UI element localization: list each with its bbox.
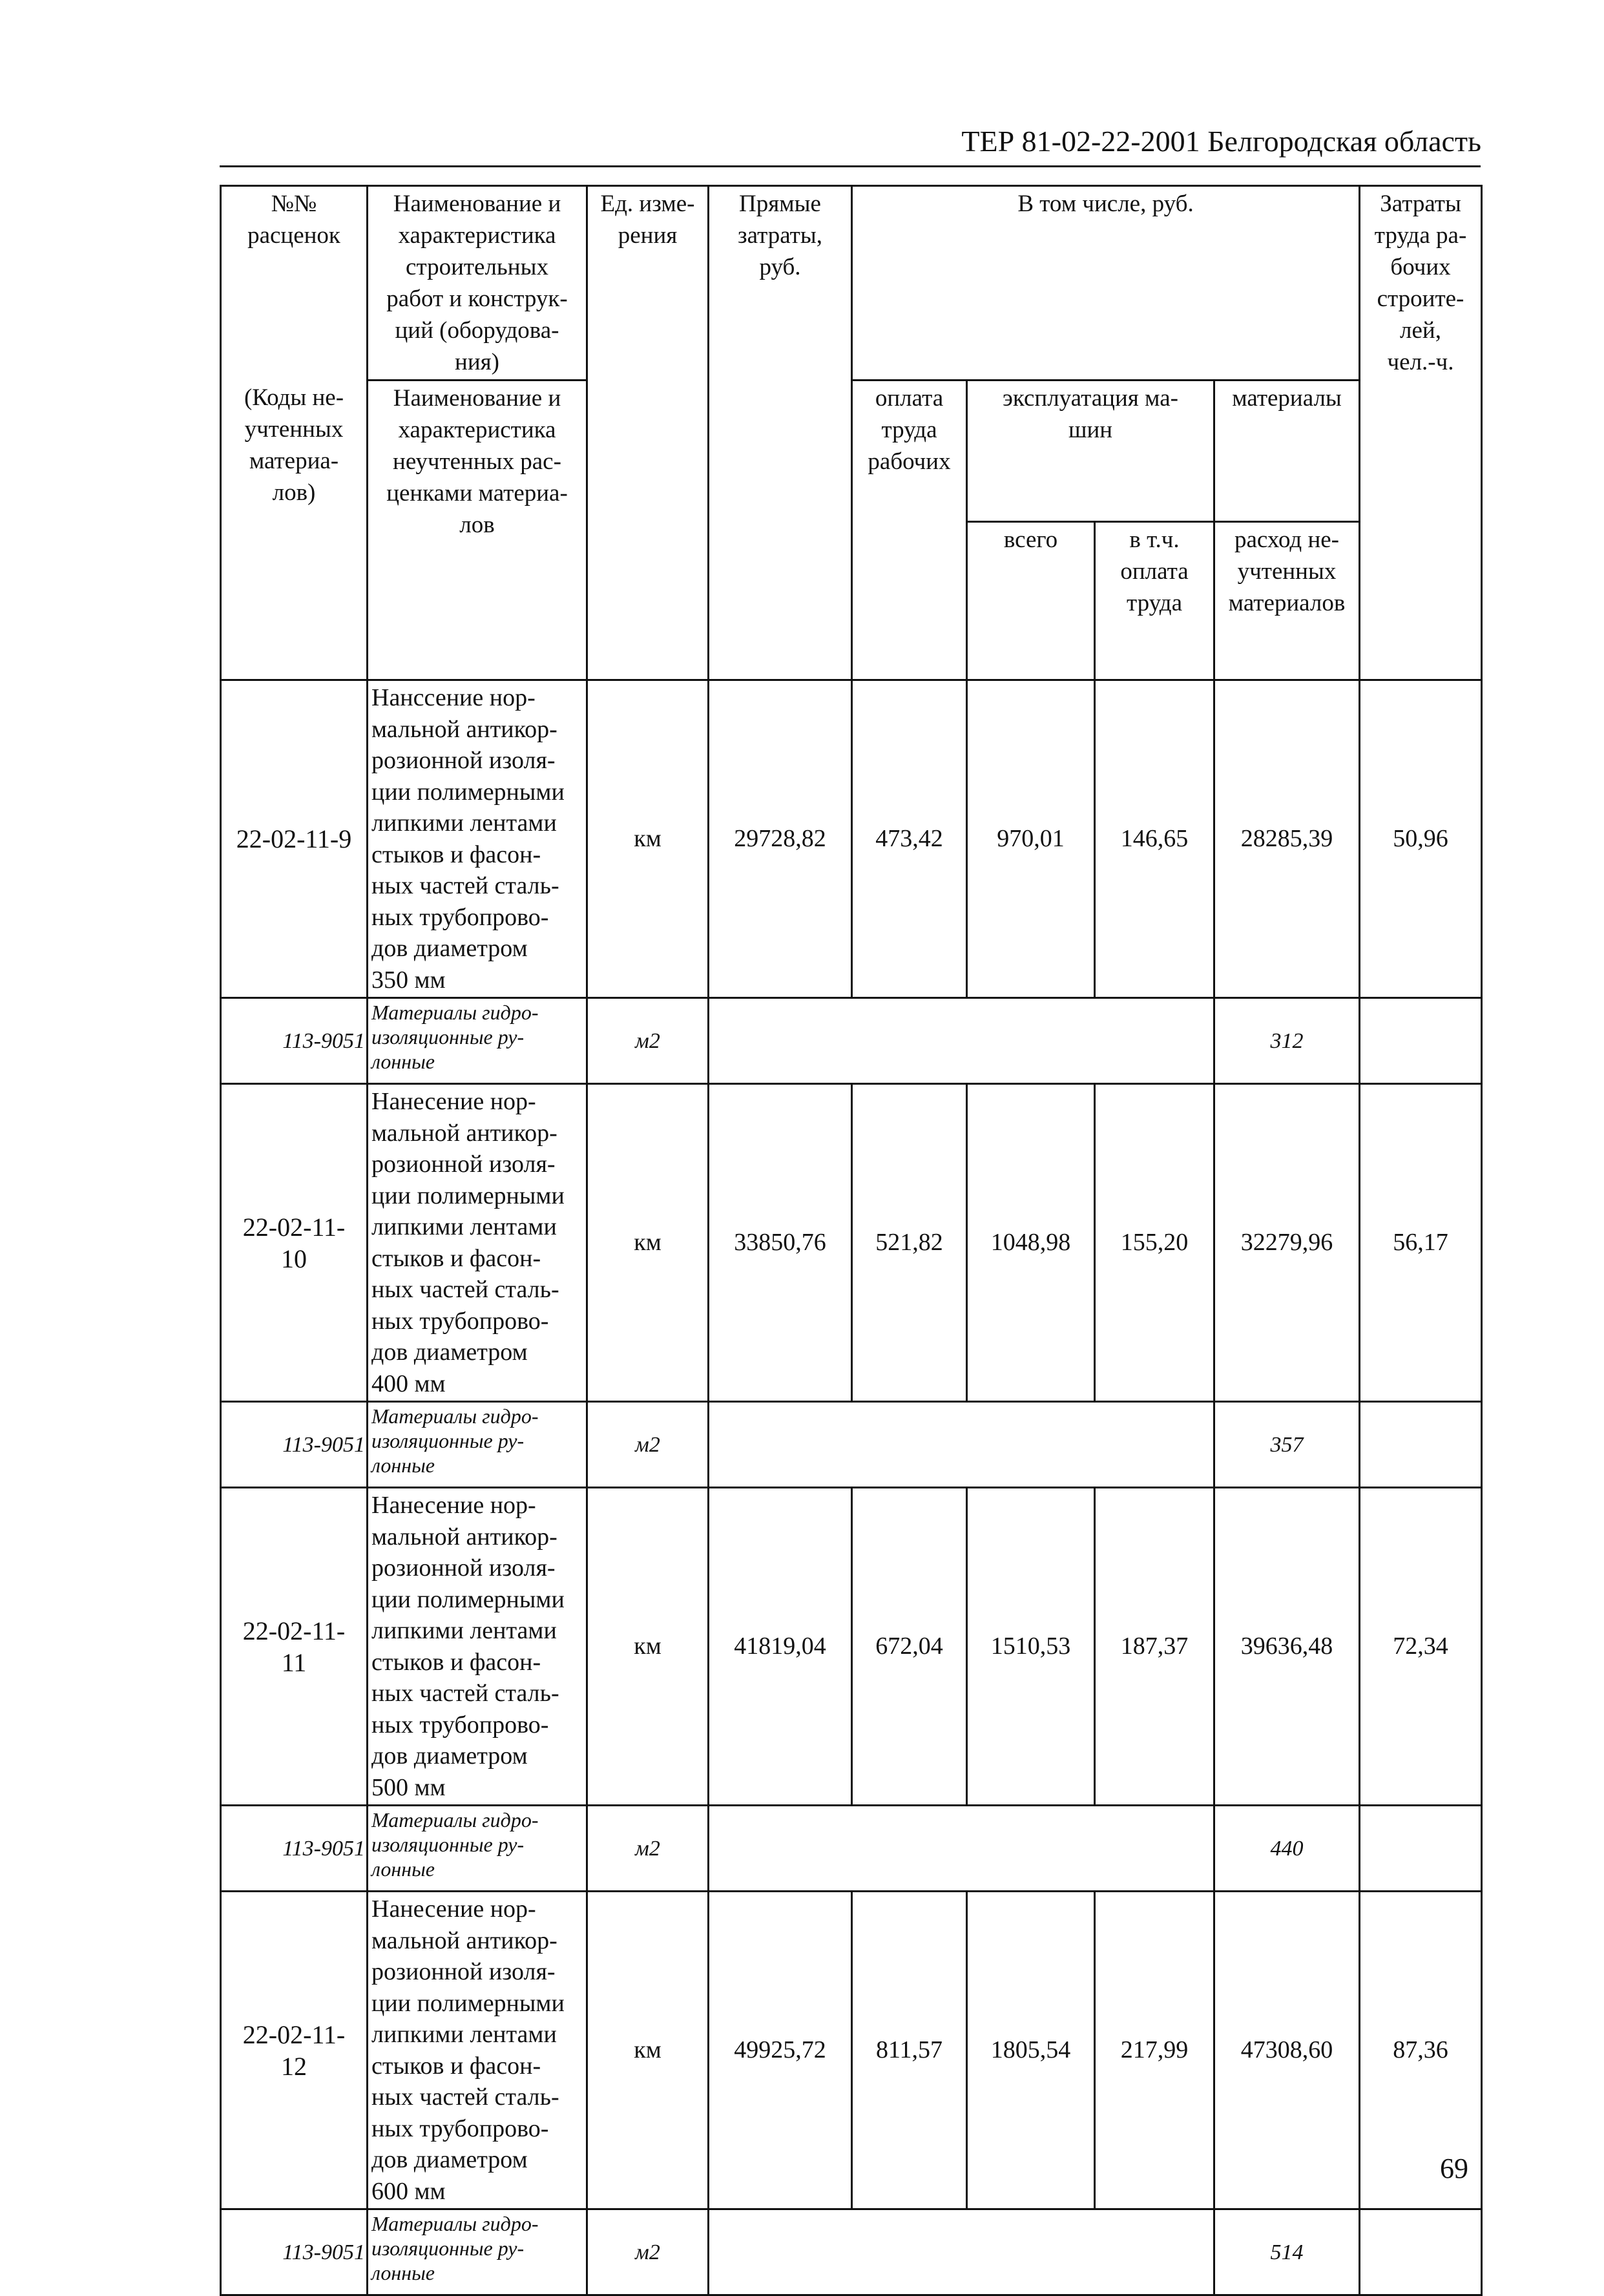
header-code (221, 186, 368, 381)
header-wages (852, 381, 967, 680)
material-consumption: 440 (1214, 1806, 1360, 1892)
material-code: 113-9051 (221, 998, 368, 1084)
header-codes-unaccounted-label: (Коды не- учтенных материа- лов) (244, 384, 344, 506)
rate-labor: 87,36 (1360, 1892, 1482, 2209)
rate-machines-wages: 217,99 (1095, 1892, 1214, 2209)
material-empty-span (709, 998, 1214, 1084)
header-including-label: В том числе, руб. (1017, 191, 1194, 217)
header-row-1 (221, 186, 1482, 381)
header-name (368, 186, 587, 381)
rate-code: 22-02-11- 11 (221, 1488, 368, 1806)
header-unaccounted-consumption-label: расход не- учтенных материалов (1228, 527, 1346, 616)
header-machines (967, 381, 1214, 522)
header-name-label: Наименование и характеристика строительных работ и конструк- ций (оборудова- ния) (386, 191, 568, 375)
rate-machines-total: 1048,98 (967, 1084, 1095, 1402)
header-unit (587, 186, 709, 680)
rate-unit: км (587, 680, 709, 998)
rate-labor: 56,17 (1360, 1084, 1482, 1402)
rate-materials: 28285,39 (1214, 680, 1360, 998)
rate-unit: км (587, 1892, 709, 2209)
material-empty-span (709, 1806, 1214, 1892)
table-row (221, 1084, 1482, 1402)
rate-code: 22-02-11-9 (221, 680, 368, 998)
rate-code: 22-02-11- 12 (221, 1892, 368, 2209)
material-labor-empty (1360, 1806, 1482, 1892)
material-name: Материалы гидро- изоляционные ру- лонные (368, 2209, 587, 2295)
material-consumption: 357 (1214, 1402, 1360, 1488)
page-header-title: ТЕР 81-02-22-2001 Белгородская область (961, 125, 1481, 158)
rate-machines-wages: 187,37 (1095, 1488, 1214, 1806)
header-machines-total (967, 522, 1095, 680)
header-name-unaccounted-label: Наименование и характеристика неучтенных рас- ценками материа- лов (386, 385, 568, 538)
material-row (221, 1806, 1482, 1892)
rate-labor: 72,34 (1360, 1488, 1482, 1806)
header-materials (1214, 381, 1360, 522)
material-unit: м2 (587, 2209, 709, 2295)
rate-direct-costs: 49925,72 (709, 1892, 852, 2209)
material-name: Материалы гидро- изоляционные ру- лонные (368, 998, 587, 1084)
table-body (221, 186, 1482, 2295)
rate-machines-wages: 155,20 (1095, 1084, 1214, 1402)
table-row (221, 1488, 1482, 1806)
rate-direct-costs: 33850,76 (709, 1084, 852, 1402)
rate-materials: 39636,48 (1214, 1488, 1360, 1806)
material-unit: м2 (587, 1806, 709, 1892)
rate-direct-costs: 41819,04 (709, 1488, 852, 1806)
rate-machines-total: 1805,54 (967, 1892, 1095, 2209)
rate-name: Нанесение нор- мальной антикор- розионной изоля- ции полимерными липкими лентами стыков и фасон- ных частей сталь- ных трубопрово- дов диаметром 400 мм (368, 1084, 587, 1402)
header-code-label: №№ расценок (247, 191, 340, 249)
header-codes-unaccounted (221, 381, 368, 680)
rates-table (220, 185, 1483, 2296)
material-consumption: 514 (1214, 2209, 1360, 2295)
rate-code: 22-02-11- 10 (221, 1084, 368, 1402)
rate-materials: 47308,60 (1214, 1892, 1360, 2209)
material-empty-span (709, 2209, 1214, 2295)
material-row (221, 998, 1482, 1084)
rate-wages: 473,42 (852, 680, 967, 998)
rate-machines-wages: 146,65 (1095, 680, 1214, 998)
rate-labor: 50,96 (1360, 680, 1482, 998)
header-direct-costs (709, 186, 852, 680)
rate-wages: 811,57 (852, 1892, 967, 2209)
header-name-unaccounted (368, 381, 587, 680)
material-name: Материалы гидро- изоляционные ру- лонные (368, 1806, 587, 1892)
material-labor-empty (1360, 1402, 1482, 1488)
material-unit: м2 (587, 1402, 709, 1488)
header-machines-wages (1095, 522, 1214, 680)
table-row (221, 680, 1482, 998)
rate-materials: 32279,96 (1214, 1084, 1360, 1402)
header-machines-total-label: всего (1003, 527, 1058, 553)
material-name: Материалы гидро- изоляционные ру- лонные (368, 1402, 587, 1488)
rate-machines-total: 1510,53 (967, 1488, 1095, 1806)
material-code: 113-9051 (221, 2209, 368, 2295)
header-unaccounted-consumption (1214, 522, 1360, 680)
header-machines-label: эксплуатация ма- шин (1003, 385, 1178, 443)
rate-name: Нанесение нор- мальной антикор- розионной изоля- ции полимерными липкими лентами стыков и фасон- ных частей сталь- ных трубопрово- дов диаметром 500 мм (368, 1488, 587, 1806)
rate-direct-costs: 29728,82 (709, 680, 852, 998)
rate-unit: км (587, 1488, 709, 1806)
rate-wages: 521,82 (852, 1084, 967, 1402)
header-wages-label: оплата труда рабочих (868, 385, 951, 475)
material-labor-empty (1360, 2209, 1482, 2295)
header-divider (220, 165, 1481, 167)
header-including (852, 186, 1360, 381)
material-empty-span (709, 1402, 1214, 1488)
header-machines-wages-label: в т.ч. оплата труда (1120, 527, 1189, 616)
rate-name: Нанссение нор- мальной антикор- розионной изоля- ции полимерными липкими лентами стыков и фасон- ных частей сталь- ных трубопрово- дов диаметром 350 мм (368, 680, 587, 998)
header-labor-label: Затраты труда ра- бочих строите- лей, чел.-ч. (1374, 191, 1467, 375)
rate-machines-total: 970,01 (967, 680, 1095, 998)
header-unit-label: Ед. изме- рения (600, 191, 695, 249)
material-labor-empty (1360, 998, 1482, 1084)
material-row (221, 2209, 1482, 2295)
material-unit: м2 (587, 998, 709, 1084)
rate-unit: км (587, 1084, 709, 1402)
header-materials-label: материалы (1232, 385, 1342, 412)
page-number: 69 (1440, 2153, 1468, 2184)
material-row (221, 1402, 1482, 1488)
table-row (221, 1892, 1482, 2209)
material-code: 113-9051 (221, 1402, 368, 1488)
rate-name: Нанесение нор- мальной антикор- розионной изоля- ции полимерными липкими лентами стыков и фасон- ных частей сталь- ных трубопрово- дов диаметром 600 мм (368, 1892, 587, 2209)
header-labor (1360, 186, 1482, 680)
rate-wages: 672,04 (852, 1488, 967, 1806)
header-direct-costs-label: Прямые затраты, руб. (738, 191, 822, 280)
material-code: 113-9051 (221, 1806, 368, 1892)
material-consumption: 312 (1214, 998, 1360, 1084)
